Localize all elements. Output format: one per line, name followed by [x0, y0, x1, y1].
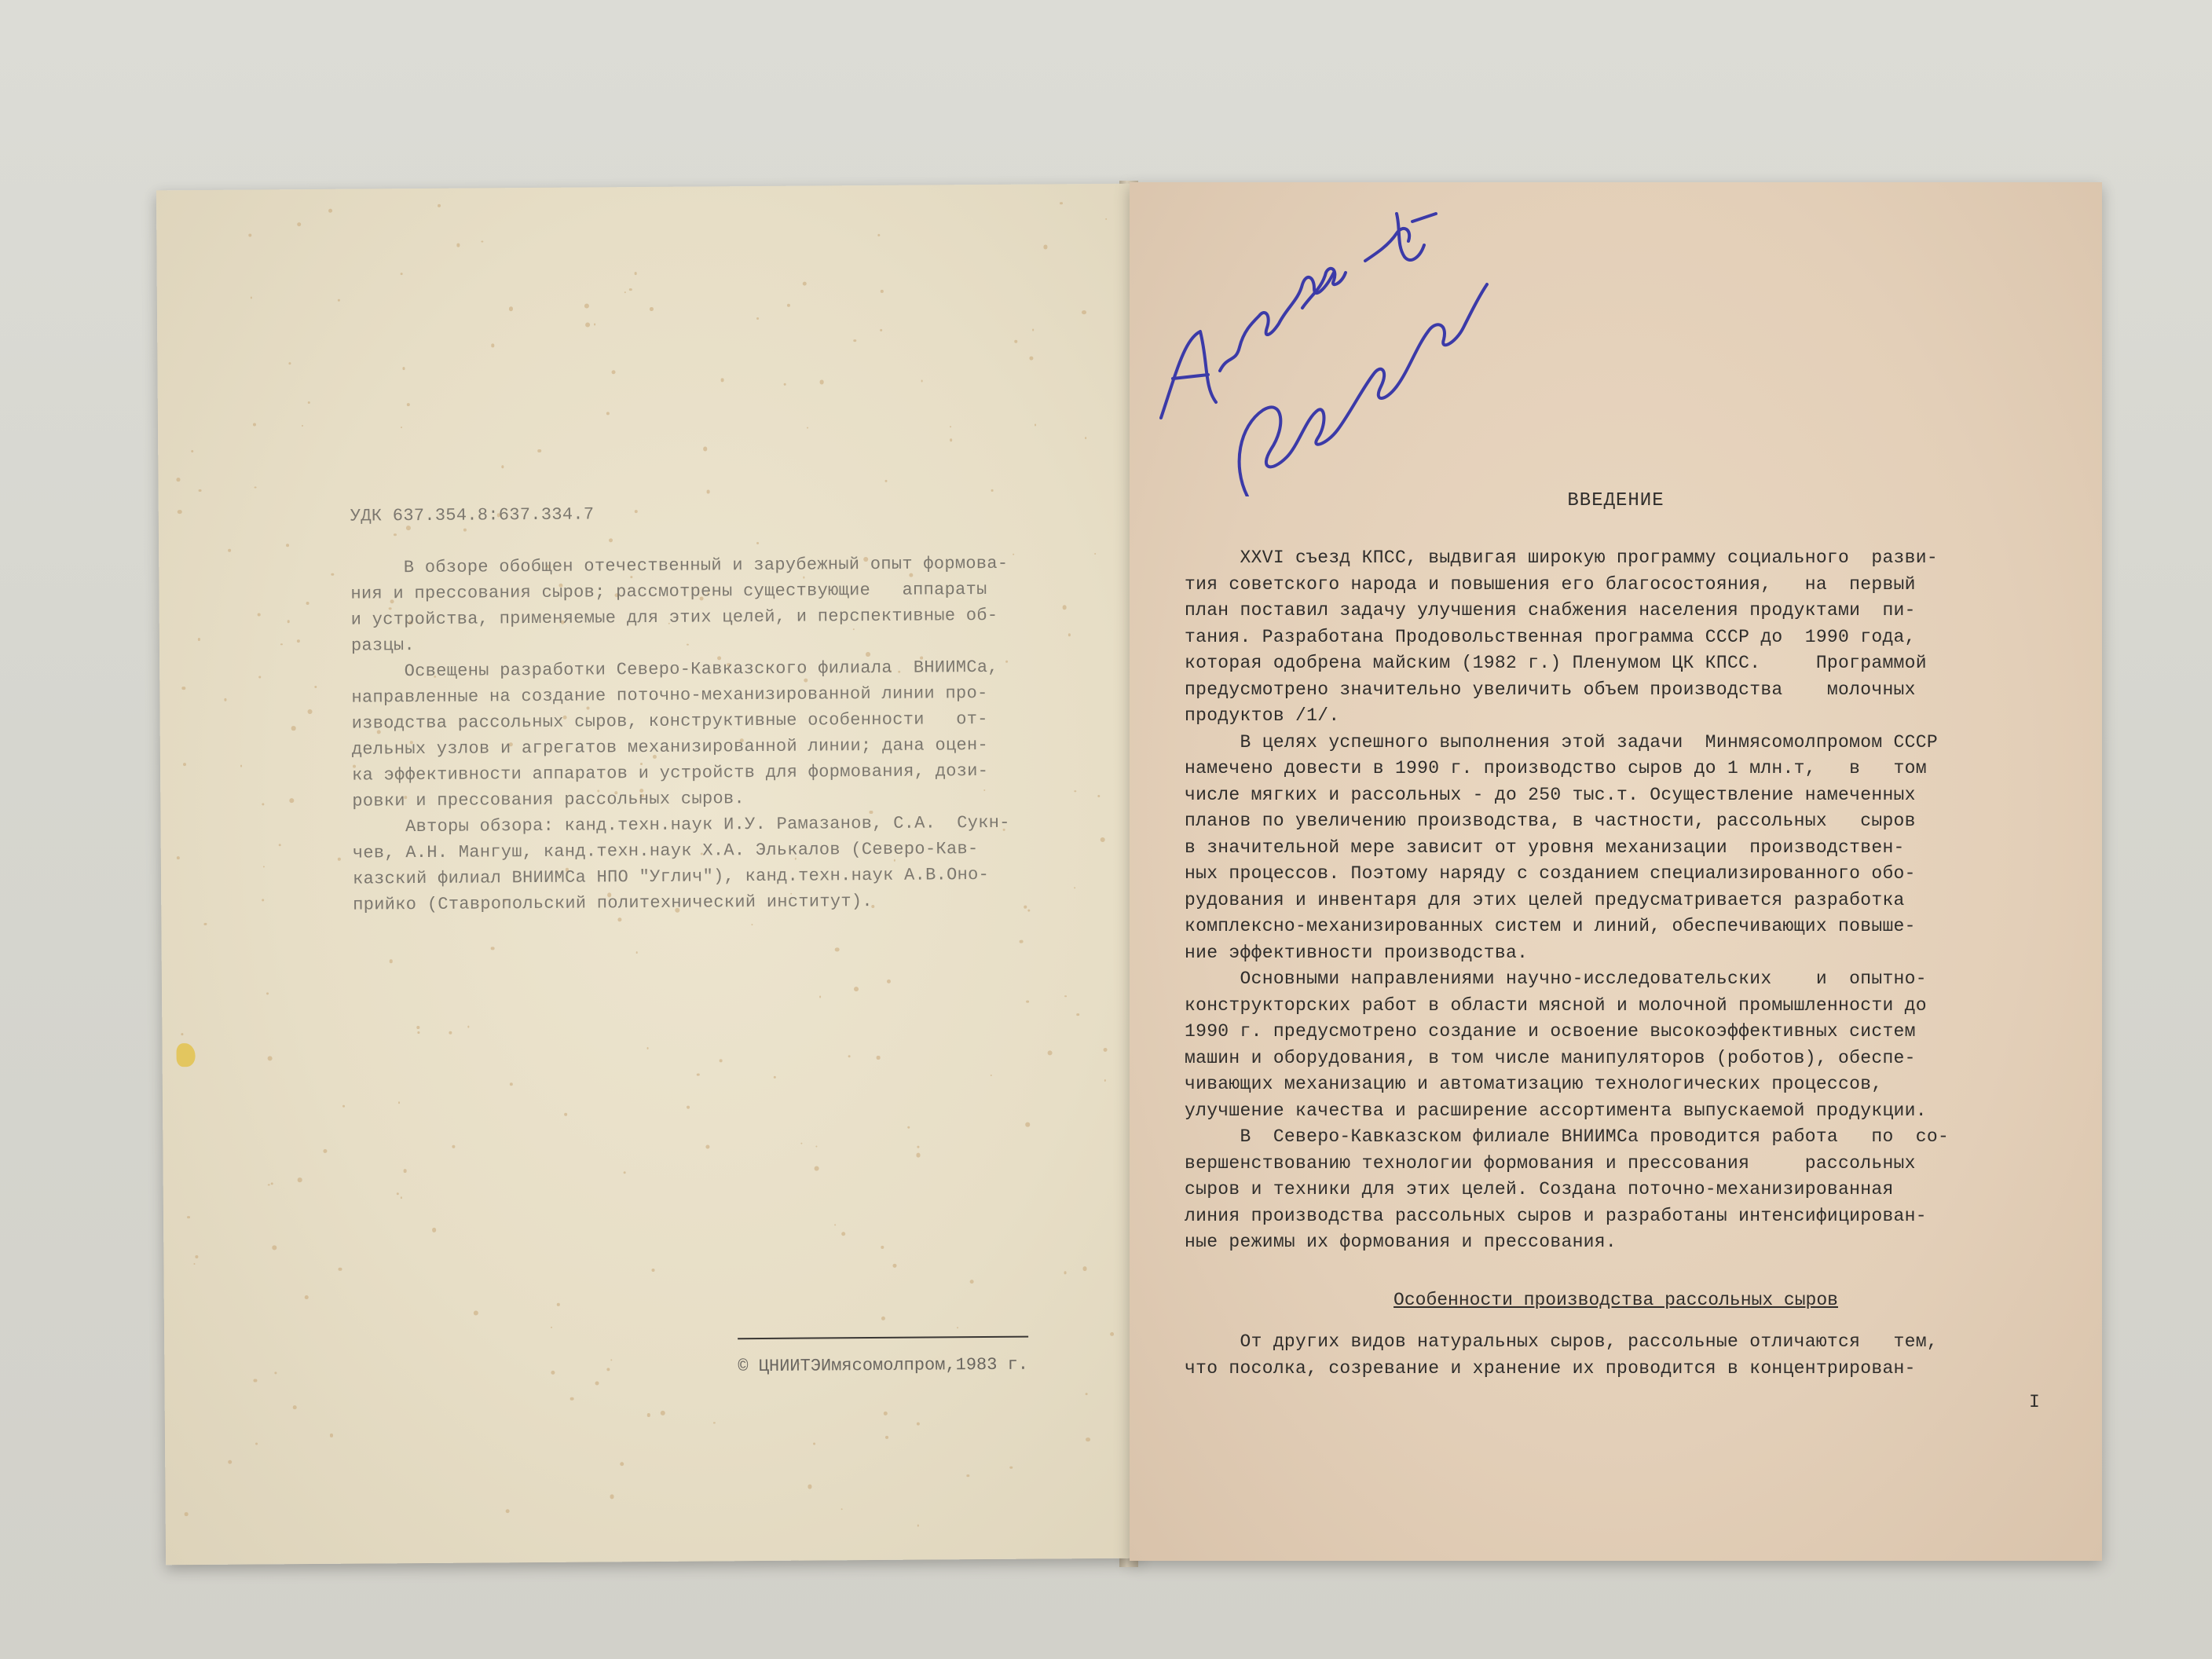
foxing-speck: [331, 573, 335, 576]
right-text-line: чивающих механизацию и автоматизацию технологических процессов,: [1185, 1074, 1883, 1094]
foxing-speck: [854, 987, 859, 991]
left-text-line: чев, А.Н. Мангуш, канд.техн.наук Х.А. Элькалов (Северо-Кав-: [352, 839, 979, 863]
left-text-line: ка эффективности аппаратов и устройств для формования, дози-: [352, 760, 989, 786]
foxing-speck: [491, 947, 494, 950]
foxing-speck: [966, 1474, 969, 1478]
foxing-speck: [537, 449, 541, 453]
right-text-line: улучшение качества и расширение ассортимента выпускаемой продукции.: [1185, 1100, 1927, 1121]
right-page: [1130, 182, 2102, 1561]
foxing-speck: [501, 465, 504, 467]
foxing-speck: [551, 1371, 555, 1375]
right-text-line: ных процессов. Поэтому наряду с созданием специализированного обо-: [1185, 863, 1916, 884]
foxing-speck: [887, 980, 891, 983]
handwritten-signature: [1130, 182, 1569, 496]
copyright-line: © ЦНИИТЭИмясомолпром,1983 г.: [738, 1354, 1029, 1377]
foxing-speck: [751, 924, 753, 925]
foxing-speck: [594, 324, 595, 325]
foxing-speck: [1035, 424, 1037, 427]
foxing-speck: [624, 1171, 626, 1174]
foxing-speck: [629, 288, 632, 291]
foxing-speck: [1060, 202, 1063, 204]
foxing-speck: [885, 1436, 888, 1439]
foxing-speck: [278, 844, 281, 847]
foxing-speck: [1104, 1079, 1106, 1082]
right-page-text: [1185, 545, 1949, 1256]
right-text-line: тания. Разработана Продовольственная программа СССР до 1990 года,: [1185, 626, 1916, 647]
foxing-speck: [807, 427, 809, 429]
foxing-speck: [255, 1442, 258, 1445]
left-text-line: и устройства, применяемые для этих целей, и перспективные об-: [350, 605, 998, 630]
foxing-speck: [893, 1264, 897, 1268]
foxing-speck: [268, 1056, 273, 1060]
foxing-speck: [883, 1412, 887, 1415]
foxing-speck: [840, 1509, 842, 1511]
foxing-speck: [635, 273, 637, 275]
foxing-speck: [585, 323, 590, 328]
foxing-speck: [687, 1106, 690, 1109]
left-page: [156, 184, 1140, 1566]
right-page-section-text: [1185, 1329, 1938, 1382]
foxing-speck: [305, 1295, 309, 1299]
foxing-speck: [1015, 340, 1018, 343]
foxing-speck: [1077, 1013, 1079, 1016]
foxing-speck: [957, 1327, 959, 1329]
foxing-speck: [848, 1055, 851, 1057]
foxing-speck: [697, 1073, 700, 1076]
foxing-speck: [916, 1153, 921, 1158]
foxing-speck: [881, 1317, 885, 1320]
foxing-speck: [181, 1033, 183, 1035]
foxing-speck: [1074, 790, 1076, 793]
foxing-speck: [1105, 218, 1107, 220]
right-text-line: в значительной мере зависит от уровня механизации производствен-: [1185, 837, 1905, 858]
foxing-speck: [298, 1178, 302, 1182]
foxing-speck: [969, 1280, 973, 1284]
foxing-speck: [338, 299, 340, 302]
foxing-speck: [505, 1509, 509, 1513]
foxing-speck: [1085, 437, 1087, 439]
foxing-speck: [1020, 940, 1023, 943]
foxing-speck: [877, 234, 880, 236]
foxing-speck: [297, 222, 301, 226]
foxing-speck: [584, 304, 589, 309]
foxing-speck: [452, 1144, 455, 1148]
stain: [176, 1043, 195, 1067]
foxing-speck: [1086, 1437, 1090, 1441]
foxing-speck: [720, 378, 724, 382]
foxing-speck: [819, 380, 823, 384]
foxing-speck: [854, 339, 857, 342]
foxing-speck: [808, 1485, 812, 1489]
foxing-speck: [407, 403, 410, 406]
foxing-speck: [177, 856, 180, 859]
foxing-speck: [1024, 905, 1027, 908]
foxing-speck: [834, 1224, 836, 1225]
foxing-speck: [323, 1149, 327, 1153]
foxing-speck: [280, 643, 282, 645]
foxing-speck: [1027, 910, 1030, 912]
foxing-speck: [908, 1126, 910, 1129]
page-number: I: [2029, 1392, 2040, 1412]
foxing-speck: [194, 1263, 196, 1265]
foxing-speck: [756, 317, 760, 320]
foxing-speck: [705, 1144, 709, 1148]
left-text-line: УДК 637.354.8:637.334.7: [350, 504, 595, 526]
left-text-line: направленные на создание поточно-механизированной линии про-: [351, 683, 988, 708]
left-text-line: ния и прессования сыров; рассмотрены существующие аппараты: [350, 579, 987, 604]
foxing-speck: [342, 1105, 345, 1108]
foxing-speck: [255, 486, 257, 489]
foxing-speck: [195, 1255, 198, 1258]
foxing-speck: [250, 297, 252, 299]
foxing-speck: [606, 1368, 610, 1371]
foxing-speck: [841, 1232, 845, 1236]
foxing-speck: [263, 866, 265, 867]
foxing-speck: [416, 1026, 419, 1029]
right-text-line: сыров и техники для этих целей. Создана поточно-механизированная: [1185, 1179, 1894, 1199]
foxing-speck: [713, 1423, 715, 1424]
foxing-speck: [650, 307, 653, 310]
foxing-speck: [389, 960, 392, 963]
left-text-line: дельных узлов и агрегатов механизированной линии; дана оцен-: [351, 734, 989, 760]
right-text-line: рудования и инвентаря для этих целей предусматривается разработка: [1185, 889, 1905, 910]
foxing-speck: [921, 380, 922, 382]
foxing-speck: [720, 1059, 723, 1062]
right-text-line: продуктов /1/.: [1185, 705, 1340, 726]
foxing-speck: [703, 447, 707, 451]
foxing-speck: [308, 709, 313, 714]
right-text-line: комплексно-механизированных систем и линий, обеспечивающих повыше-: [1185, 916, 1916, 936]
foxing-speck: [330, 1434, 333, 1437]
foxing-speck: [418, 1031, 420, 1034]
foxing-speck: [254, 1379, 257, 1382]
foxing-speck: [774, 1076, 776, 1079]
foxing-speck: [950, 439, 952, 441]
foxing-speck: [401, 1196, 403, 1199]
foxing-speck: [1026, 1000, 1029, 1003]
foxing-speck: [787, 304, 790, 307]
foxing-speck: [401, 273, 403, 275]
foxing-speck: [610, 1494, 614, 1499]
foxing-speck: [289, 362, 291, 364]
foxing-speck: [401, 427, 403, 429]
right-text-line: конструкторских работ в области мясной и молочной промышленности до: [1185, 994, 1927, 1016]
foxing-speck: [881, 1246, 884, 1249]
foxing-speck: [204, 923, 207, 925]
foxing-speck: [183, 763, 186, 766]
left-text-line: изводства рассольных сыров, конструктивные особенности от-: [351, 709, 988, 734]
section-text-line: От других видов натуральных сыров, рассольные отличаются тем,: [1185, 1331, 1938, 1352]
foxing-speck: [467, 1026, 469, 1027]
subsection-title: Особенности производства рассольных сыров: [1393, 1290, 1838, 1310]
foxing-speck: [308, 401, 310, 404]
foxing-speck: [293, 1405, 297, 1409]
section-text-line: что посолка, созревание и хранение их проводится в концентрирован-: [1185, 1357, 1916, 1379]
foxing-speck: [1097, 795, 1100, 797]
foxing-speck: [1048, 1051, 1053, 1056]
foxing-speck: [262, 803, 265, 806]
foxing-speck: [950, 426, 951, 427]
foxing-speck: [1094, 553, 1096, 555]
foxing-speck: [624, 291, 627, 294]
foxing-speck: [228, 548, 231, 551]
right-text-line: машин и оборудования, в том числе манипуляторов (роботов), обеспе-: [1185, 1047, 1916, 1068]
left-text-line: ровки и прессования рассольных сыров.: [352, 789, 745, 811]
foxing-speck: [397, 1192, 399, 1195]
foxing-speck: [228, 1459, 233, 1464]
foxing-speck: [339, 1268, 342, 1271]
foxing-speck: [815, 1166, 819, 1171]
foxing-speck: [328, 209, 332, 213]
foxing-speck: [1064, 1272, 1067, 1275]
foxing-speck: [1010, 1466, 1013, 1469]
foxing-speck: [287, 620, 290, 623]
foxing-speck: [1101, 837, 1105, 842]
foxing-speck: [259, 676, 261, 678]
right-text-line: ние эффективности производства.: [1185, 942, 1529, 963]
right-text-line: предусмотрено значительно увеличить объем производства молочных: [1185, 679, 1916, 700]
left-text-line: разцы.: [350, 635, 416, 656]
right-text-line: В Северо-Кавказском филиале ВНИИМСа проводится работа по со-: [1185, 1126, 1950, 1147]
right-text-line: намечено довести в 1990 г. производство сыров до 1 млн.т, в том: [1185, 758, 1927, 778]
right-text-line: вершенствованию технологии формования и прессования рассольных: [1185, 1152, 1916, 1174]
foxing-speck: [402, 368, 405, 370]
foxing-speck: [240, 765, 242, 767]
foxing-speck: [272, 1246, 276, 1251]
foxing-speck: [784, 383, 786, 386]
left-text-line: казский филиал ВНИИМСа НПО "Углич"), канд.техн.наук А.В.Оно-: [352, 864, 990, 889]
foxing-speck: [635, 951, 637, 953]
foxing-speck: [268, 1184, 270, 1186]
foxing-speck: [199, 489, 201, 492]
foxing-speck: [438, 204, 441, 207]
foxing-speck: [991, 489, 994, 492]
foxing-speck: [178, 510, 182, 515]
foxing-speck: [403, 1169, 407, 1173]
left-text-line: В обзоре обобщен отечественный и зарубежный опыт формова-: [350, 553, 1009, 578]
foxing-speck: [570, 1397, 573, 1401]
foxing-speck: [297, 639, 300, 643]
foxing-speck: [881, 290, 884, 293]
foxing-speck: [270, 1182, 273, 1185]
foxing-speck: [1062, 605, 1067, 610]
section-title: ВВЕДЕНИЕ: [1567, 490, 1664, 511]
foxing-speck: [198, 638, 200, 640]
foxing-speck: [557, 1303, 560, 1306]
foxing-speck: [224, 698, 227, 701]
foxing-speck: [182, 687, 185, 690]
right-text-line: которая одобрена майским (1982 г.) Пленумом ЦК КПСС. Программой: [1185, 653, 1927, 673]
foxing-speck: [1043, 245, 1047, 249]
foxing-speck: [449, 1031, 452, 1035]
left-text-line: Освещены разработки Северо-Кавказского филиала ВНИИМСа,: [351, 657, 998, 682]
foxing-speck: [1029, 357, 1033, 361]
foxing-speck: [1082, 310, 1086, 314]
right-text-line: планов по увеличению производства, в частности, рассольных сыров: [1185, 811, 1916, 831]
foxing-speck: [1086, 1393, 1088, 1395]
foxing-speck: [814, 1442, 816, 1445]
foxing-speck: [432, 1228, 436, 1232]
foxing-speck: [819, 996, 821, 998]
foxing-speck: [1074, 887, 1075, 888]
foxing-speck: [266, 993, 269, 995]
foxing-speck: [1013, 553, 1014, 555]
foxing-speck: [1082, 1266, 1087, 1271]
left-page-text: [350, 499, 1011, 918]
foxing-speck: [917, 1525, 919, 1526]
right-text-line: ные режимы их формования и прессования.: [1185, 1232, 1617, 1252]
foxing-speck: [338, 858, 341, 861]
foxing-speck: [491, 343, 495, 347]
foxing-speck: [880, 329, 882, 331]
right-text-line: тия советского народа и повышения его благосостояния, на первый: [1185, 573, 1916, 595]
foxing-speck: [612, 370, 616, 374]
foxing-speck: [509, 306, 514, 311]
foxing-speck: [398, 1102, 401, 1104]
foxing-speck: [801, 1142, 803, 1144]
foxing-speck: [262, 899, 264, 902]
foxing-speck: [474, 1310, 478, 1315]
foxing-speck: [1025, 1122, 1030, 1127]
paper-foxing: [156, 184, 1130, 191]
foxing-speck: [258, 613, 261, 616]
foxing-speck: [185, 1512, 189, 1516]
right-text-line: В целях успешного выполнения этой задачи Минмясомолпромом СССР: [1185, 731, 1938, 753]
foxing-speck: [275, 1372, 277, 1375]
left-text-line: Авторы обзора: канд.техн.наук И.У. Рамазанов, С.А. Сукн-: [352, 812, 1010, 837]
foxing-speck: [617, 918, 621, 922]
foxing-speck: [551, 1327, 552, 1328]
foxing-speck: [1104, 1048, 1108, 1052]
foxing-speck: [187, 1216, 190, 1219]
foxing-speck: [1068, 634, 1071, 637]
copyright-rule: [738, 1336, 1028, 1340]
foxing-speck: [652, 1269, 655, 1272]
foxing-speck: [610, 1359, 612, 1361]
foxing-speck: [620, 1462, 624, 1466]
right-text-line: 1990 г. предусмотрено создание и освоение высокоэффективных систем: [1185, 1021, 1916, 1042]
foxing-speck: [1032, 329, 1035, 331]
foxing-speck: [177, 478, 180, 481]
right-text-line: Основными направлениями научно-исследовательских и опытно-: [1185, 969, 1927, 989]
right-text-line: числе мягких и рассольных - до 250 тыс.т. Осуществление намеченных: [1185, 784, 1916, 805]
foxing-speck: [646, 1413, 650, 1417]
foxing-speck: [289, 798, 294, 803]
foxing-speck: [803, 281, 808, 286]
foxing-speck: [249, 233, 252, 236]
foxing-speck: [314, 686, 317, 688]
foxing-speck: [564, 1112, 568, 1116]
foxing-speck: [291, 727, 295, 731]
foxing-speck: [606, 412, 610, 415]
foxing-speck: [991, 1074, 992, 1075]
foxing-speck: [1110, 1332, 1114, 1336]
foxing-speck: [191, 450, 193, 452]
foxing-speck: [646, 1047, 649, 1049]
foxing-speck: [877, 1056, 880, 1059]
foxing-speck: [302, 425, 303, 427]
foxing-speck: [1064, 995, 1067, 998]
right-text-line: линия производства рассольных сыров и разработаны интенсифицирован-: [1185, 1205, 1927, 1226]
foxing-speck: [835, 947, 839, 951]
foxing-speck: [253, 423, 256, 427]
foxing-speck: [917, 1146, 920, 1148]
foxing-speck: [661, 1411, 665, 1415]
right-text-line: план поставил задачу улучшения снабжения населения продуктами пи-: [1185, 600, 1916, 621]
foxing-speck: [816, 1146, 818, 1148]
foxing-speck: [884, 480, 887, 482]
foxing-speck: [482, 240, 483, 242]
foxing-speck: [456, 244, 460, 247]
foxing-speck: [595, 1382, 599, 1386]
foxing-speck: [510, 1082, 513, 1086]
foxing-speck: [306, 602, 309, 606]
right-text-line: XXVI съезд КПСС, выдвигая широкую программу социального разви-: [1185, 548, 1938, 568]
foxing-speck: [917, 1423, 920, 1426]
left-text-line: прийко (Ставропольский политехнический институт).: [353, 892, 873, 915]
foxing-speck: [286, 544, 289, 547]
foxing-speck: [706, 490, 709, 493]
